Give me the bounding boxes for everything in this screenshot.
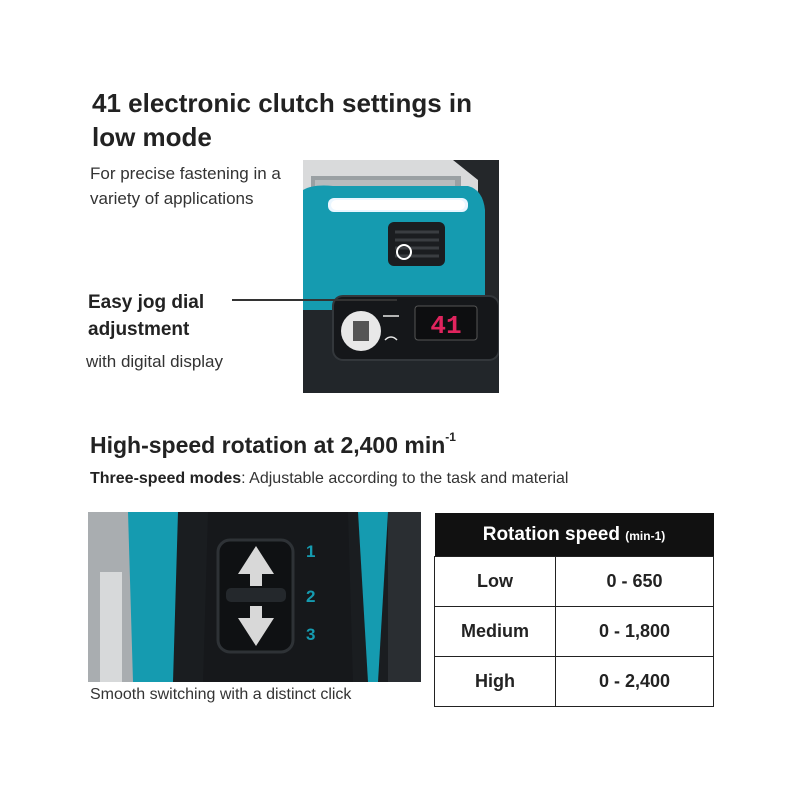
switch-photo bbox=[88, 512, 421, 682]
clutch-display-value: 41 bbox=[430, 311, 462, 341]
clutch-subtitle: For precise fastening in a variety of applications bbox=[90, 164, 281, 208]
jog-title: Easy jog dial adjustment bbox=[88, 292, 205, 340]
mode-cell: Low bbox=[435, 557, 556, 607]
clutch-photo bbox=[303, 160, 499, 393]
speed-cell: 0 - 1,800 bbox=[556, 607, 714, 657]
callout-line bbox=[232, 299, 397, 301]
switch-number-1: 1 bbox=[306, 542, 316, 561]
modes-text: Three-speed modes: Adjustable according to the task and material bbox=[90, 470, 569, 487]
table-header: Rotation speed (min-1) bbox=[435, 513, 714, 557]
table-row bbox=[435, 557, 714, 607]
mode-cell: High bbox=[435, 657, 556, 707]
mode-cell: Medium bbox=[435, 607, 556, 657]
speed-cell: 0 - 2,400 bbox=[556, 657, 714, 707]
jog-subtitle: with digital display bbox=[86, 352, 224, 371]
switch-caption: Smooth switching with a distinct click bbox=[90, 686, 352, 703]
clutch-heading: 41 electronic clutch settings in low mode bbox=[92, 88, 472, 152]
switch-number-2: 2 bbox=[306, 587, 316, 606]
rotation-speed-table bbox=[434, 513, 714, 707]
switch-number-3: 3 bbox=[306, 625, 316, 644]
speed-cell: 0 - 650 bbox=[556, 557, 714, 607]
table-row bbox=[435, 657, 714, 707]
speed-heading: High-speed rotation at 2,400 $\min^{-1}$ bbox=[90, 430, 456, 458]
table-row bbox=[435, 607, 714, 657]
callout-dot bbox=[396, 244, 412, 260]
